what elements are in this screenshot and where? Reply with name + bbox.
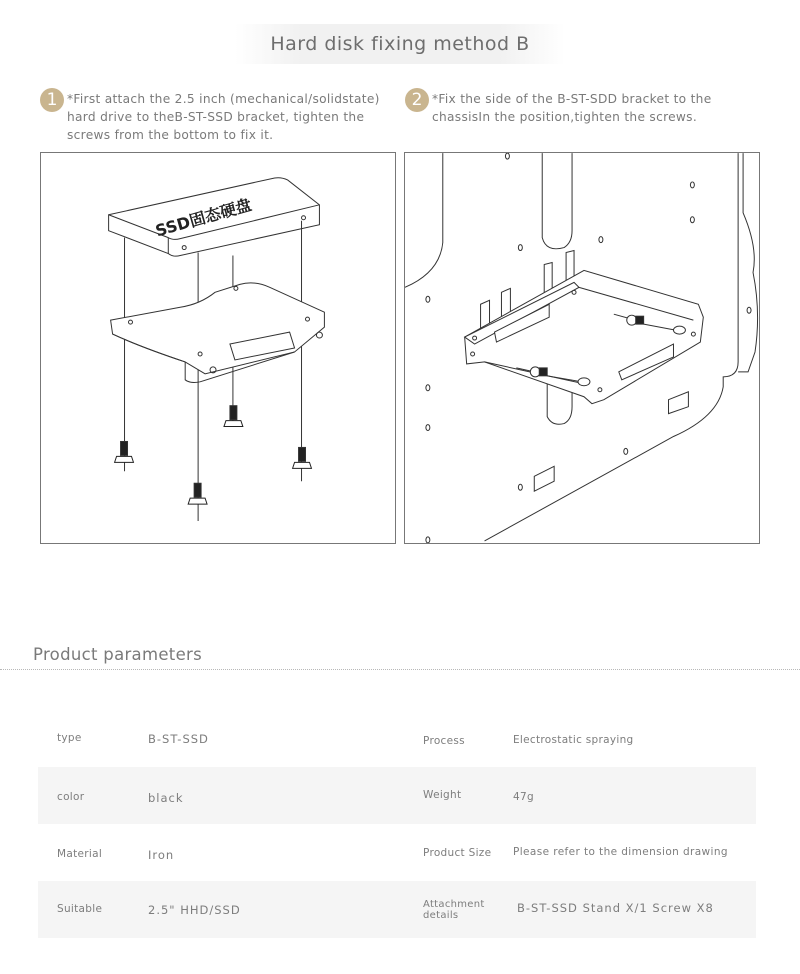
table-row: [38, 824, 756, 881]
screw: [188, 483, 207, 504]
ssd-label: SSD固态硬盘: [153, 194, 254, 241]
param-value: B-ST-SSD Stand X/1 Screw X8: [517, 901, 714, 915]
step-instruction: *Fix the side of the B-ST-SDD bracket to the chassisIn the position,tighten the screws.: [432, 92, 712, 124]
step-instruction: *First attach the 2.5 inch (mechanical/solidstate) hard drive to theB-ST-SSD bracket, tighten the screws from the bottom to fix it.: [67, 92, 380, 142]
param-value: black: [148, 791, 184, 805]
param-label: Weight: [423, 789, 462, 801]
param-label: type: [57, 732, 82, 744]
param-label: Product Size: [423, 847, 492, 859]
parameters-table: [38, 710, 756, 938]
step-number-badge: 2: [405, 88, 429, 112]
param-label: color: [57, 791, 85, 803]
ssd-bracket-exploded-diagram: [40, 152, 396, 544]
param-value: 2.5" HHD/SSD: [148, 903, 241, 917]
step-2: [405, 90, 765, 126]
exploded-view-illustration: [41, 153, 395, 543]
section-divider: [0, 669, 800, 670]
param-label: Material: [57, 848, 103, 860]
screw: [293, 447, 312, 468]
table-row: [38, 881, 756, 938]
table-row: [38, 710, 756, 767]
table-row: [38, 767, 756, 824]
title-banner: [235, 24, 565, 64]
param-label: Attachment details: [423, 899, 485, 921]
screw: [224, 406, 243, 427]
param-label: Process: [423, 735, 465, 747]
param-value: B-ST-SSD: [148, 732, 209, 746]
step-1: [40, 90, 410, 144]
page-title: Hard disk fixing method B: [270, 33, 530, 55]
section-title-product-parameters: Product parameters: [33, 645, 202, 664]
param-value: Iron: [148, 848, 175, 862]
ssd-drive: [109, 178, 320, 256]
chassis-mount-diagram: [404, 152, 760, 544]
chassis-mount-illustration: [405, 153, 759, 543]
screw: [115, 441, 134, 462]
param-label: Suitable: [57, 903, 103, 915]
param-value: Electrostatic spraying: [513, 734, 634, 746]
bracket: [111, 283, 325, 383]
param-value: Please refer to the dimension drawing: [513, 846, 728, 858]
param-value: 47g: [513, 791, 534, 803]
step-number-badge: 1: [40, 88, 64, 112]
